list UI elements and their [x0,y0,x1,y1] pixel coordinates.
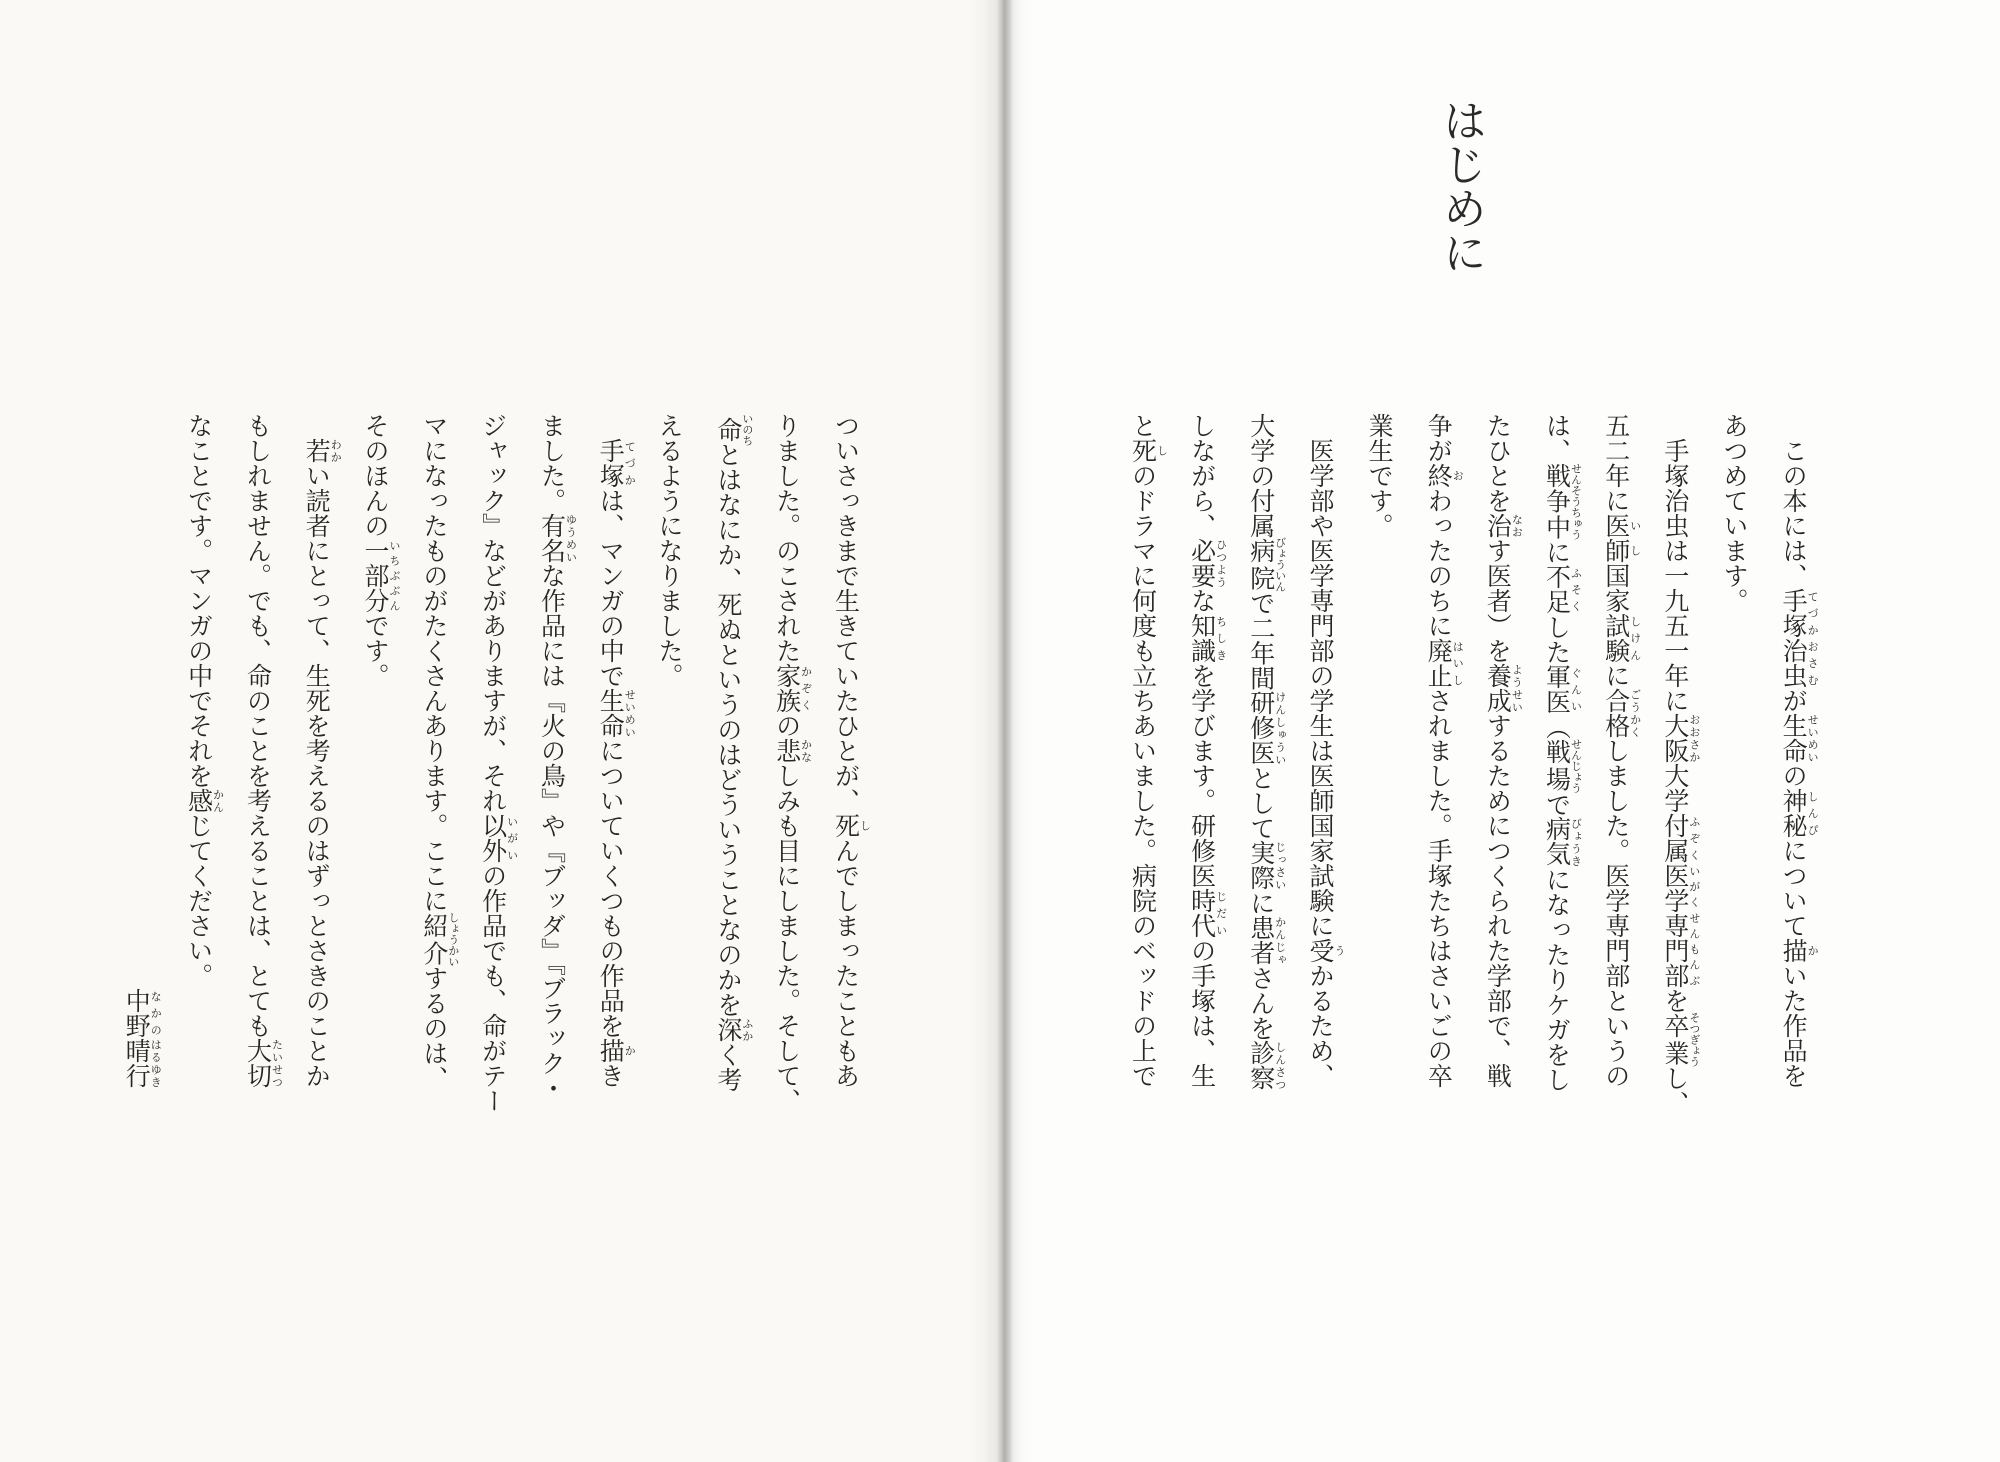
ruby-word [1660,1011,1701,1067]
ruby-base: 描 [596,1037,626,1063]
ruby-base: 生命 [1779,712,1809,763]
text-run: もしれません。でも、命のことを考えることは、とても [243,412,273,1038]
furigana: しけん [1628,612,1642,663]
ruby-base: 大阪 [1660,712,1690,763]
ruby-word [1483,662,1524,713]
text-run: が [1779,687,1809,713]
text-column [298,413,342,1088]
text-run: なことです。マンガの中でそれを [184,412,214,788]
text-run: のドラマに何度も立ちあいました。病院のベッドの上で [1128,462,1158,1088]
ruby-word [1601,687,1642,738]
text-run: の [772,712,802,738]
text-run: を [1660,987,1690,1013]
text-run: い読者にとって、生死を考えるのはずっとさきのことか [302,462,332,1088]
text-run: を学びます。研修医 [1187,662,1217,888]
text-column [1242,413,1286,1091]
ruby-base: 一部分 [361,537,391,613]
furigana: ふぞく [1687,812,1701,863]
text-run: し、 [1660,1065,1690,1115]
text-run: で二年間 [1246,590,1276,690]
text-run: の手塚は、生 [1187,937,1217,1088]
ruby-word [1128,437,1169,463]
furigana: てづか [623,437,637,488]
author-given-name [122,1037,163,1088]
ruby-base: 卒業 [1660,1011,1690,1067]
text-column [1420,413,1464,1088]
furigana: う [1332,937,1346,963]
text-column [1479,413,1523,1088]
ruby-word [1246,840,1287,890]
furigana: か [623,1037,637,1063]
ruby-base: 医学専門部 [1660,862,1690,988]
text-column [592,413,636,1088]
furigana: じっさい [1273,840,1287,890]
ruby-base: 命 [713,412,743,446]
text-run: じてください。 [184,812,214,988]
ruby-base: 医師 [1601,512,1631,563]
ruby-base: 廃止 [1424,637,1454,688]
text-run: そのほんの [361,412,391,538]
ruby-base: 治 [1483,512,1513,538]
text-run: ました。 [537,412,567,513]
text-run: です。 [361,612,391,688]
ruby-base: 悲 [772,737,802,763]
furigana: びょうき [1569,816,1583,867]
text-column [533,413,577,1101]
furigana: か [1806,937,1820,963]
ruby-base: 知識 [1187,612,1217,663]
text-run: について [1779,837,1809,938]
ruby-base: 中野 [122,987,152,1038]
ruby-base: 病院 [1246,536,1276,592]
text-run: かるため、 [1305,962,1335,1088]
text-column [1656,413,1700,1116]
author-signature [118,988,162,1088]
author-surname [122,987,163,1038]
text-run: に [1542,538,1572,564]
furigana: いちぶぶん [388,537,402,613]
ruby-base: 研修医 [1246,690,1276,765]
ruby-base: 時代 [1187,887,1217,938]
ruby-word [1246,690,1287,765]
furigana: かな [799,737,813,763]
ruby-base: 患者 [1246,915,1276,965]
furigana: かん [211,787,225,813]
ruby-word [1601,612,1642,663]
ruby-word [1601,512,1642,563]
ruby-word [1424,637,1465,688]
furigana: おおさか [1687,712,1701,763]
furigana: ふか [740,1016,754,1042]
text-run: は、マンガの中で [596,487,626,688]
furigana: じだい [1214,887,1228,938]
ruby-word [1779,587,1820,688]
text-run: 五二年に [1601,412,1631,513]
ruby-base: 試験 [1601,612,1631,663]
text-run: しながら、 [1187,412,1217,538]
text-run: んでしまったこともあ [831,837,861,1088]
ruby-base: 深 [713,1016,743,1042]
text-run: するのは、 [419,965,449,1090]
ruby-word [1246,1040,1287,1090]
text-run: あつめています。 [1720,412,1749,613]
ruby-base: 軍医 [1542,663,1572,714]
ruby-base: 若 [302,437,332,463]
text-column [180,413,224,988]
text-run: は、 [1542,412,1572,463]
text-column [1124,413,1168,1088]
ruby-word [1660,812,1701,863]
text-run: と [1128,412,1158,438]
ruby-word [1542,816,1583,867]
furigana: はいし [1451,637,1465,688]
ruby-word [1246,915,1287,965]
text-run: 大学の付属 [1246,412,1276,538]
ruby-word [1187,537,1228,588]
text-run: 争が [1424,412,1454,463]
furigana: お [1451,462,1465,488]
ruby-base: 戦争中 [1542,462,1572,540]
furigana: せいめい [1806,712,1820,763]
text-run: さんを [1246,965,1276,1040]
right-page [1000,0,2000,1462]
furigana: しょうかい [446,911,460,967]
text-run: ついさっきまで生きていたひとが、 [831,412,861,813]
ruby-word [1660,862,1701,988]
ruby-word [1542,737,1583,793]
text-run: 医学部や医学専門部の学生は医師国家試験に [1305,437,1335,938]
ruby-base: 実際 [1246,840,1276,890]
ruby-base: 死 [831,812,861,838]
furigana: せんじょう [1569,737,1583,793]
text-run: するためにつくられた学部で、戦 [1483,712,1513,1088]
ruby-word [1779,712,1820,763]
ruby-base: 描 [1779,937,1809,963]
ruby-base: 不足 [1542,563,1572,614]
text-column [1716,413,1754,613]
ruby-word [1187,887,1228,938]
text-column [357,413,401,688]
ruby-base: 合格 [1601,687,1631,738]
text-column [415,413,459,1091]
text-column [768,413,812,1113]
text-run: に [1601,662,1631,688]
ruby-word [537,512,578,563]
ruby-word [596,687,637,738]
text-run: りました。のこされた [772,412,802,663]
ruby-base: 紹介 [419,911,449,967]
text-run: になったりケガをし [1542,866,1572,1092]
text-column [1361,413,1399,538]
text-run: マになったものがたくさんあります。ここに [419,412,449,913]
text-run: す医者）を [1483,537,1513,663]
furigana: わか [329,437,343,463]
text-run: き [596,1062,626,1088]
furigana: たいせつ [270,1037,284,1088]
ruby-base: 感 [184,787,214,813]
text-column [1597,413,1641,1088]
text-run: 手塚治虫は一九五一年に [1660,437,1690,713]
text-column [239,413,283,1088]
furigana: ふそく [1569,563,1583,614]
text-run: えるようになりました。 [655,412,685,688]
text-run: の [1779,762,1809,788]
text-column [1183,413,1227,1088]
text-run: についていくつもの作品を [596,737,626,1038]
furigana: そつぎょう [1687,1011,1701,1067]
ruby-base: 戦場 [1542,737,1572,793]
ruby-word [1542,462,1583,540]
ruby-word [1779,937,1820,963]
text-run: この本には、 [1779,437,1809,588]
text-run: 大学 [1660,762,1690,813]
furigana: ごうかく [1628,687,1642,738]
furigana: ひつよう [1214,537,1228,588]
ruby-word [1779,787,1820,838]
text-run: しました。医学専門部というの [1601,737,1631,1088]
text-column [651,413,689,688]
ruby-word [713,412,754,446]
ruby-base: 有名 [537,512,567,563]
ruby-word [596,1037,637,1063]
ruby-base: 死 [1128,437,1158,463]
furigana: いがくせんもんぶ [1687,862,1701,988]
furigana: はるゆき [149,1037,163,1088]
furigana: しんぴ [1806,787,1820,838]
text-run: とはなにか、死ぬというのはどういうことなのかを [713,441,743,1017]
text-run: として [1246,765,1276,840]
ruby-base: 大切 [243,1037,273,1088]
ruby-word [1187,612,1228,663]
ruby-base: 手塚治虫 [1779,587,1809,688]
text-run: く考 [713,1041,743,1092]
ruby-word [361,537,402,613]
ruby-word [243,1037,284,1088]
furigana: かんじゃ [1273,915,1287,965]
ruby-base: 晴行 [122,1037,152,1088]
furigana: せんそうちゅう [1569,462,1583,540]
ruby-base: 養成 [1483,662,1513,713]
text-run: （ [1542,713,1572,739]
text-column [474,413,518,1113]
text-column [827,413,871,1088]
ruby-word [1542,663,1583,714]
text-run: した [1542,613,1572,664]
ruby-word [1424,462,1465,488]
furigana: てづかおさむ [1806,587,1820,688]
ruby-base: 神秘 [1779,787,1809,838]
furigana: かぞく [799,662,813,713]
text-run: 業生です。 [1365,412,1395,538]
ruby-word [596,437,637,488]
ruby-word [419,911,460,967]
ruby-word [713,1016,754,1042]
text-column [1775,413,1819,1088]
text-run: な [1187,587,1217,613]
text-run: 国家 [1601,562,1631,613]
furigana: ようせい [1510,662,1524,713]
furigana: なかの [149,987,163,1038]
text-run: に [1246,890,1276,915]
ruby-word [478,812,519,863]
furigana: いがい [505,812,519,863]
text-run: わったのちに [1424,487,1454,638]
ruby-base: 終 [1424,462,1454,488]
ruby-base: 手塚 [596,437,626,488]
ruby-word [772,737,813,763]
ruby-word [1305,937,1346,963]
ruby-word [302,437,343,463]
furigana: いし [1628,512,1642,563]
furigana: ゆうめい [564,512,578,563]
page-title: はじめに [1435,98,1486,274]
text-run: で [1542,791,1572,817]
text-run: たひとを [1483,412,1513,513]
ruby-word [831,812,872,838]
furigana: なお [1510,512,1524,538]
text-run: ジャック』などがありますが、それ [478,412,508,813]
ruby-base: 付属 [1660,812,1690,863]
furigana: し [858,812,872,838]
furigana: し [1155,437,1169,463]
text-column [709,413,753,1092]
furigana: しんさつ [1273,1040,1287,1090]
text-run: しみも目にしました。そして、 [772,762,802,1113]
text-column [1538,413,1582,1092]
ruby-base: 診察 [1246,1040,1276,1090]
text-run: されました。手塚たちはさいごの卒 [1424,687,1454,1088]
ruby-base: 病気 [1542,816,1572,867]
furigana: びょういん [1273,536,1287,592]
text-run: な作品には『火の鳥』や『ブッダ』『ブラック・ [537,562,567,1100]
ruby-base: 受 [1305,937,1335,963]
ruby-base: 以外 [478,812,508,863]
ruby-base: 生命 [596,687,626,738]
ruby-word [1483,512,1524,538]
furigana: ちしき [1214,612,1228,663]
text-run: いた作品を [1779,962,1809,1088]
furigana: いのち [740,412,754,446]
ruby-word [772,662,813,713]
furigana: ぐんい [1569,663,1583,714]
ruby-word [1660,712,1701,763]
ruby-word [1542,563,1583,614]
ruby-word [184,787,225,813]
ruby-word [1246,536,1287,592]
furigana: けんしゅうい [1273,690,1287,765]
text-run: の作品でも、命がテー [478,862,508,1113]
furigana: せいめい [623,687,637,738]
text-column [1301,413,1345,1088]
ruby-base: 必要 [1187,537,1217,588]
ruby-base: 家族 [772,662,802,713]
